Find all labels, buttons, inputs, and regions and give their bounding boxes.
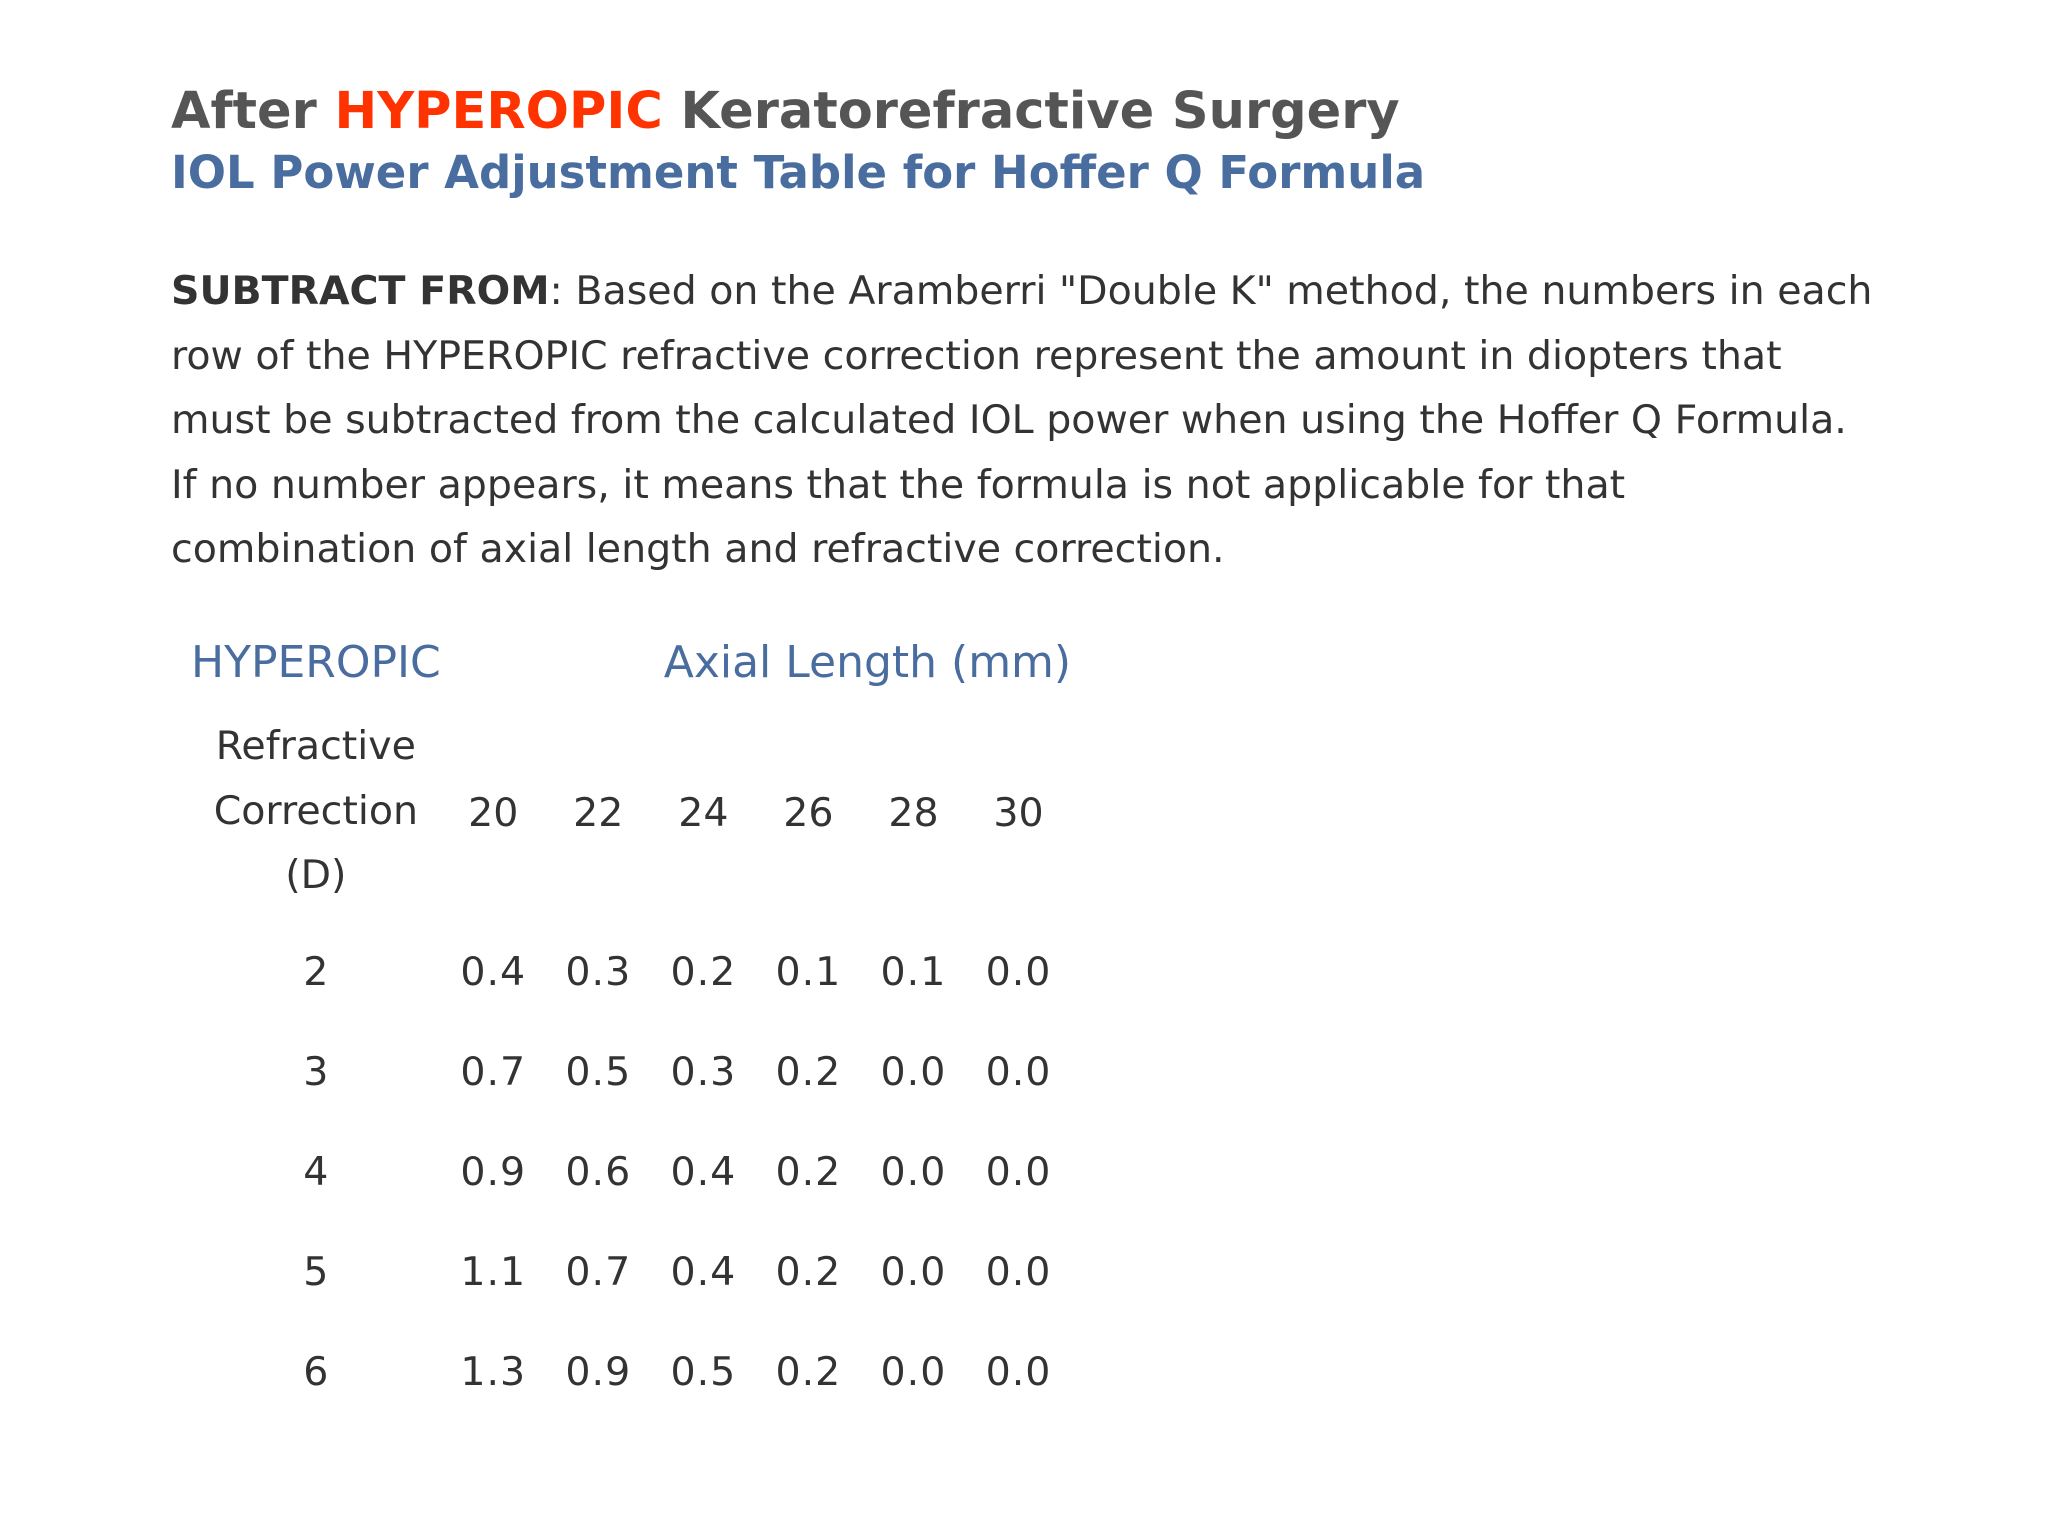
table-cell: 0.2 <box>775 1148 842 1195</box>
title-prefix: After <box>171 82 335 141</box>
refractive-correction-header-line-2: Correction <box>213 787 419 834</box>
table-cell: 0.0 <box>880 1148 947 1195</box>
page-title <box>171 80 1971 144</box>
correction-value: 2 <box>303 948 329 995</box>
axial-length-26: 26 <box>783 789 834 836</box>
refractive-correction-header <box>191 704 441 922</box>
refractive-correction-header-line-3: (D) <box>285 852 347 898</box>
description-line-5: combination of axial length and refractive correction. <box>171 526 1225 572</box>
table-cell: 0.0 <box>985 1048 1052 1095</box>
table-cell: 0.1 <box>880 948 947 995</box>
table-cell: 1.1 <box>460 1248 527 1295</box>
description-line-4: If no number appears, it means that the formula is not applicable for that <box>171 461 1626 508</box>
description-line-3: must be subtracted from the calculated IOL power when using the Hoffer Q Formula. <box>171 397 1847 443</box>
page-subtitle: IOL Power Adjustment Table for Hoffer Q Formula <box>171 146 1426 199</box>
document <box>171 80 1971 1395</box>
table-cell: 0.1 <box>775 948 842 995</box>
title-highlight: HYPEROPIC <box>334 82 663 141</box>
table-cell: 0.0 <box>985 1248 1052 1295</box>
correction-value: 3 <box>303 1048 329 1095</box>
table-row <box>191 1322 1071 1422</box>
table-cell: 0.6 <box>565 1148 632 1195</box>
table-cell: 0.2 <box>775 1348 842 1395</box>
table-cell: 0.0 <box>880 1348 947 1395</box>
table-cell: 0.4 <box>670 1148 737 1195</box>
description-lead: SUBTRACT FROM <box>171 268 550 314</box>
table-row <box>191 1022 1071 1122</box>
table-cell: 0.0 <box>985 1348 1052 1395</box>
table-cell: 0.0 <box>985 1148 1052 1195</box>
table-group-header-row <box>191 620 1071 704</box>
hyperopic-header: HYPEROPIC <box>191 636 441 688</box>
table-cell: 0.3 <box>670 1048 737 1095</box>
correction-value: 4 <box>303 1148 329 1195</box>
table-row <box>191 1222 1071 1322</box>
axial-length-header <box>441 620 1071 704</box>
adjustment-table <box>191 620 1071 1422</box>
table-cell: 0.2 <box>670 948 737 995</box>
axial-length-20: 20 <box>468 789 519 836</box>
table-cell: 0.4 <box>670 1248 737 1295</box>
table-cell: 0.4 <box>460 948 527 995</box>
table-cell: 1.3 <box>460 1348 527 1395</box>
description-line-1 <box>171 259 1981 324</box>
title-suffix: Keratorefractive Surgery <box>662 82 1400 141</box>
correction-value: 5 <box>303 1248 329 1295</box>
table-cell: 0.5 <box>670 1348 737 1395</box>
correction-value: 6 <box>303 1348 329 1395</box>
table-row <box>191 922 1071 1022</box>
table-cell: 0.0 <box>880 1048 947 1095</box>
table-row <box>191 1122 1071 1222</box>
axial-length-22: 22 <box>573 789 624 836</box>
axial-length-30: 30 <box>993 789 1044 836</box>
table-cell: 0.3 <box>565 948 632 995</box>
table-column-header-row <box>191 704 1071 922</box>
description-line-1-text: : Based on the Aramberri "Double K" method, the numbers in each <box>549 268 1873 314</box>
table-cell: 0.5 <box>565 1048 632 1095</box>
refractive-correction-header-line-1: Refractive <box>215 723 416 769</box>
table-cell: 0.7 <box>460 1048 527 1095</box>
table-cell: 0.9 <box>460 1148 527 1195</box>
table-cell: 0.2 <box>775 1048 842 1095</box>
axial-length-header-text: Axial Length (mm) <box>663 636 1072 688</box>
description <box>171 259 1981 582</box>
table-cell: 0.2 <box>775 1248 842 1295</box>
axial-length-24: 24 <box>678 789 729 836</box>
table-cell: 0.9 <box>565 1348 632 1395</box>
description-line-2: row of the HYPEROPIC refractive correction represent the amount in diopters that <box>171 332 1782 379</box>
table-cell: 0.0 <box>985 948 1052 995</box>
table-cell: 0.7 <box>565 1248 632 1295</box>
axial-length-28: 28 <box>888 789 939 836</box>
table-cell: 0.0 <box>880 1248 947 1295</box>
